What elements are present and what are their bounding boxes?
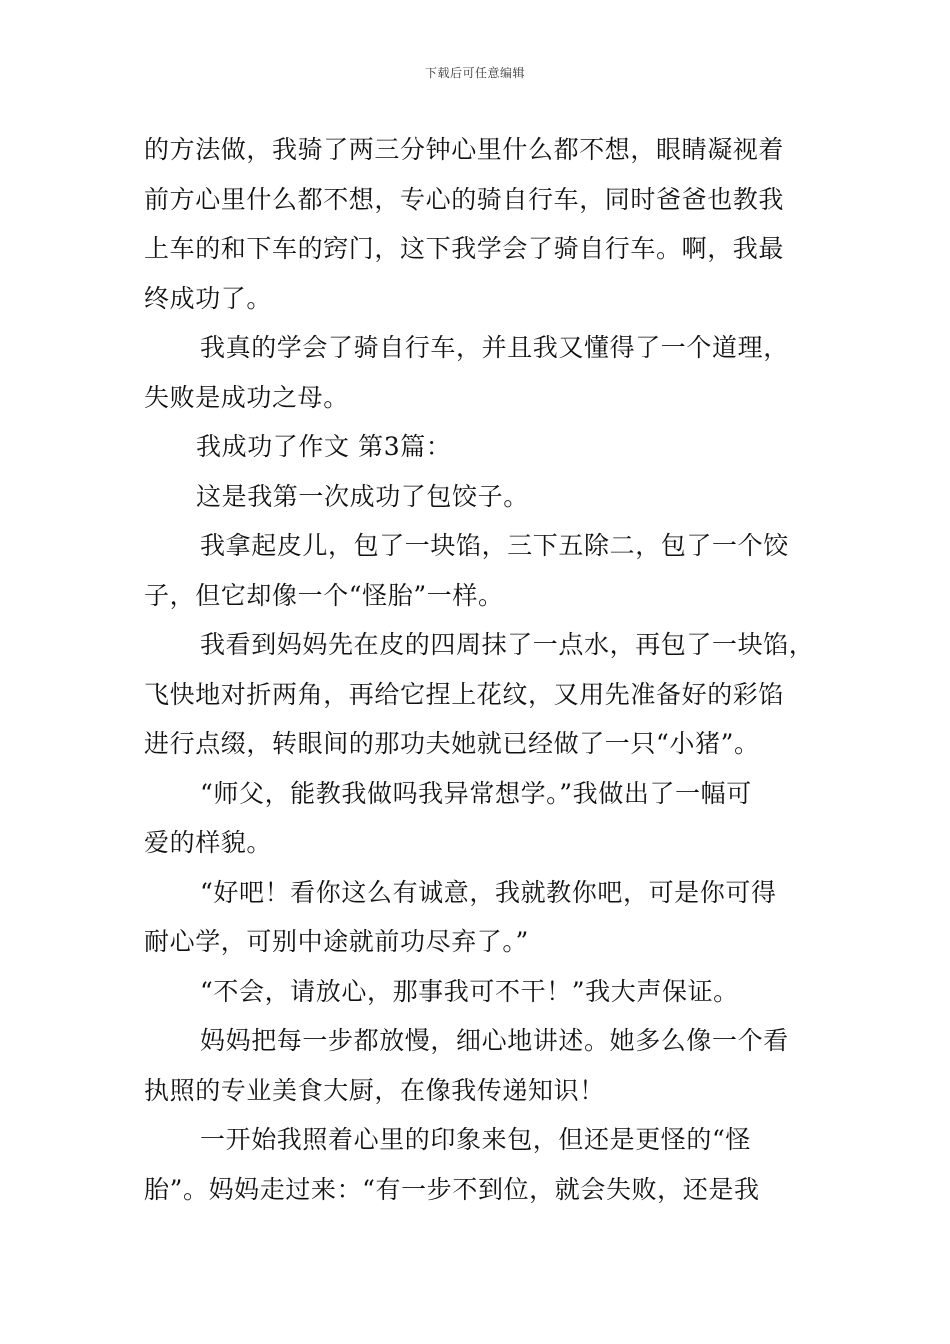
page-header: 下载后可任意编辑 <box>424 66 525 80</box>
text-line: 子，但它却像一个“怪胎”一样。 <box>144 580 504 610</box>
paragraph-start-line: “不会，请放心，那事我可不干！”我大声保证。 <box>200 976 739 1006</box>
text-line: 胎”。妈妈走过来：“有一步不到位，就会失败，还是我 <box>144 1174 760 1204</box>
text-line: 耐心学，可别中途就前功尽弃了。” <box>144 927 529 956</box>
text-line: 前方心里什么都不想，专心的骑自行车，同时爸爸也教我 <box>144 184 785 214</box>
paragraph-start-line: 这是我第一次成功了包饺子。 <box>196 481 529 511</box>
text-line: 的方法做，我骑了两三分钟心里什么都不想，眼睛凝视着 <box>144 135 785 164</box>
text-line: 终成功了。 <box>144 283 273 313</box>
paragraph-start-line: “师父，能教我做吗我异常想学。”我做出了一幅可 <box>200 778 752 808</box>
paragraph-start-line: 妈妈把每一步都放慢，细心地讲述。她多么像一个看 <box>200 1026 789 1055</box>
document-body <box>144 125 824 1214</box>
section-heading: 我成功了作文 第3篇： <box>196 432 452 461</box>
text-line: 上车的和下车的窍门，这下我学会了骑自行车。啊，我最 <box>144 234 785 263</box>
paragraph-start-line: 我拿起皮儿，包了一块馅，三下五除二，包了一个饺 <box>200 531 789 560</box>
text-line: 飞快地对折两角，再给它捏上花纹，又用先准备好的彩馅 <box>144 679 785 709</box>
paragraph-start-line: 我看到妈妈先在皮的四周抹了一点水，再包了一块馅， <box>200 630 815 659</box>
text-line: 失败是成功之母。 <box>144 382 349 412</box>
paragraph-start-line: “好吧！看你这么有诚意，我就教你吧，可是你可得 <box>200 877 777 907</box>
paragraph-start-line: 我真的学会了骑自行车，并且我又懂得了一个道理， <box>200 333 789 362</box>
text-line: 进行点缀，转眼间的那功夫她就已经做了一只“小猪”。 <box>144 729 760 758</box>
text-line: 爱的样貌。 <box>144 828 273 857</box>
paragraph-start-line: 一开始我照着心里的印象来包，但还是更怪的“怪 <box>200 1125 751 1154</box>
text-line: 执照的专业美食大厨，在像我传递知识！ <box>144 1075 605 1105</box>
